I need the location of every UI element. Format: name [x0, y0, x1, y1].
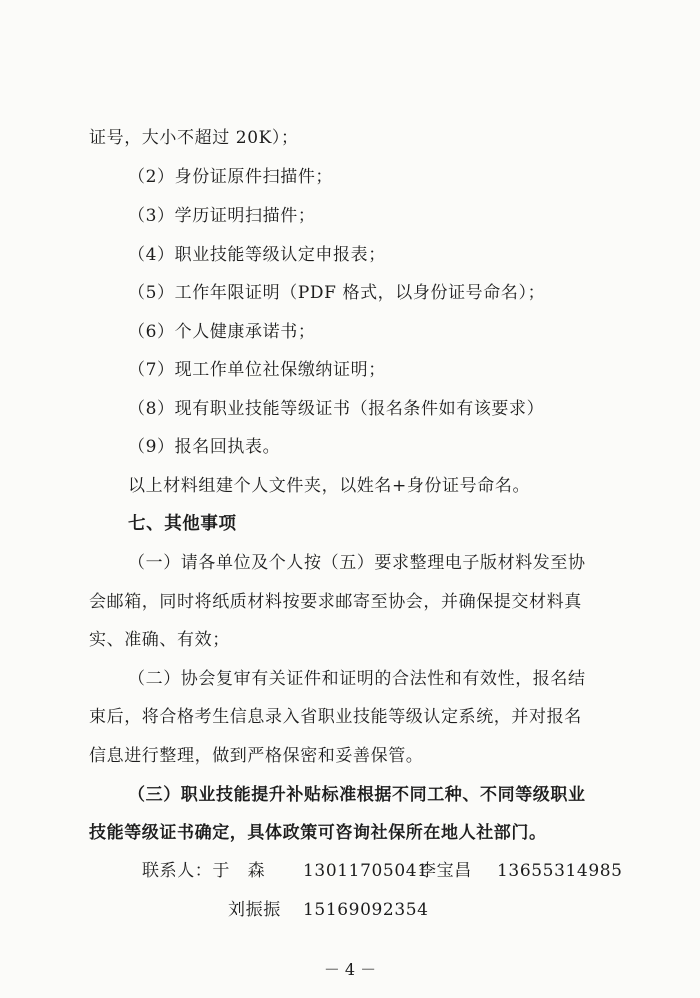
list-item: （2）身份证原件扫描件； [128, 167, 334, 187]
text-line: 以上材料组建个人文件夹，以姓名+身份证号命名。 [128, 476, 531, 496]
contact-phone: 15169092354 [303, 900, 429, 920]
paragraph-line: （一）请各单位及个人按（五）要求整理电子版材料发至协 [128, 553, 586, 573]
paragraph-line: （二）协会复审有关证件和证明的合法性和有效性，报名结 [128, 669, 586, 689]
list-item: （3）学历证明扫描件； [128, 206, 316, 226]
list-item: （9）报名回执表。 [128, 437, 281, 457]
contact-name: 联系人：于 森 [142, 861, 266, 881]
contact-phone: 13655314985 [497, 861, 623, 881]
paragraph-line: 实、准确、有效； [89, 630, 230, 650]
list-item: （8）现有职业技能等级证书（报名条件如有该要求） [128, 399, 545, 419]
paragraph-line: 会邮箱，同时将纸质材料按要求邮寄至协会，并确保提交材料真 [89, 592, 582, 612]
paragraph-line: 技能等级证书确定，具体政策可咨询社保所在地人社部门。 [89, 823, 547, 843]
contact-phone: 13011705041 [303, 861, 429, 881]
list-item: （4）职业技能等级认定申报表； [128, 245, 386, 265]
paragraph-line: 束后，将合格考生信息录入省职业技能等级认定系统，并对报名 [89, 707, 582, 727]
paragraph-line: （三）职业技能提升补贴标准根据不同工种、不同等级职业 [128, 785, 586, 805]
contact-name: 刘振振 [228, 900, 281, 920]
paragraph-line: 信息进行整理，做到严格保密和妥善保管。 [89, 746, 424, 766]
page-number: － 4 － [323, 960, 377, 979]
list-item: （5）工作年限证明（PDF 格式，以身份证号命名）； [128, 283, 546, 303]
text-line: 证号，大小不超过 20K）； [89, 128, 299, 148]
contact-name: 李宝昌 [419, 861, 472, 881]
list-item: （7）现工作单位社保缴纳证明； [128, 360, 386, 380]
section-heading: 七、其他事项 [128, 514, 237, 534]
list-item: （6）个人健康承诺书； [128, 322, 316, 342]
